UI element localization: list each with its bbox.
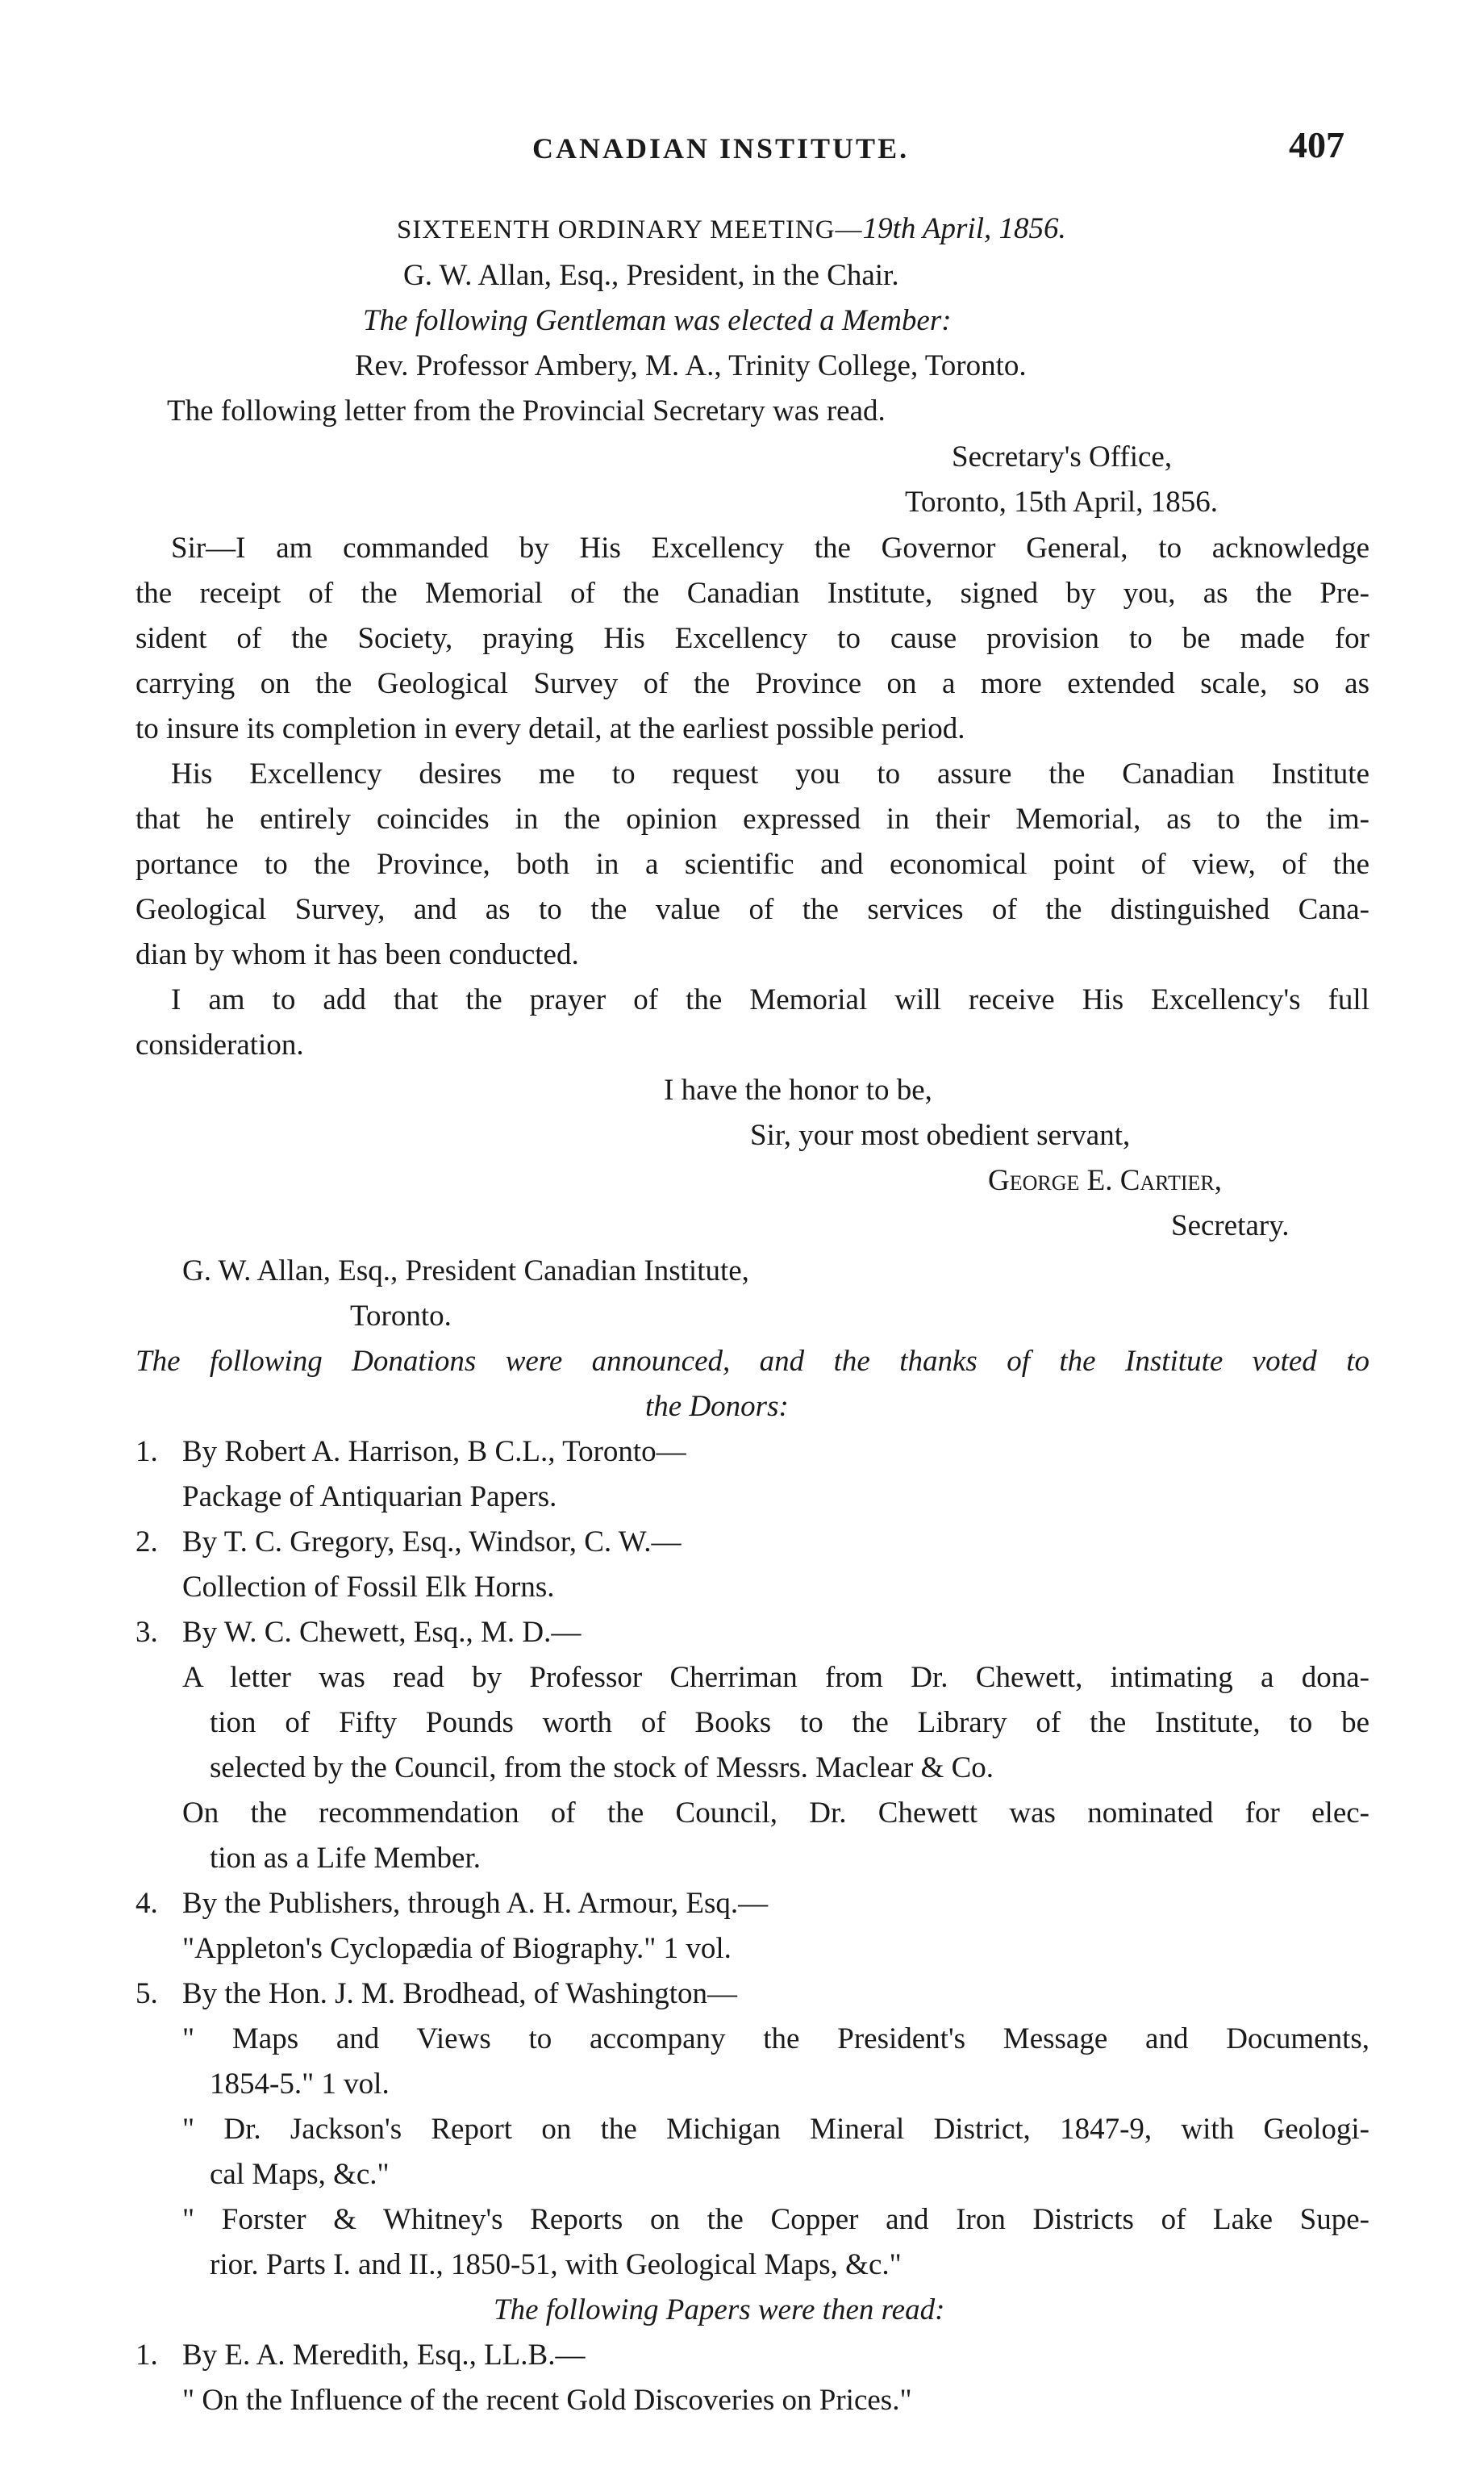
para1-line: carrying on the Geological Survey of the Province on a more extended scale, so as bbox=[135, 667, 1369, 700]
donation-line: By the Hon. J. M. Brodhead, of Washington— bbox=[182, 1977, 737, 2010]
paper-author: By E. A. Meredith, Esq., LL.B.— bbox=[182, 2339, 586, 2372]
meeting-date: 19th April, 1856. bbox=[862, 212, 1066, 245]
addressee-line: Toronto. bbox=[350, 1300, 452, 1333]
chair-line: G. W. Allan, Esq., President, in the Chair. bbox=[403, 259, 899, 292]
para2-line: portance to the Province, both in a scientific and economical point of view, of the bbox=[135, 848, 1369, 881]
donation-detail: tion of Fifty Pounds worth of Books to the Library of the Institute, to be bbox=[210, 1706, 1369, 1739]
running-title: CANADIAN INSTITUTE. bbox=[532, 132, 910, 165]
donations-heading: The following Donations were announced, and the thanks of the Institute voted to bbox=[135, 1345, 1369, 1378]
donation-line: By Robert A. Harrison, B C.L., Toronto— bbox=[182, 1435, 686, 1468]
closing-line: Sir, your most obedient servant, bbox=[750, 1119, 1131, 1152]
donation-detail: tion as a Life Member. bbox=[210, 1842, 481, 1875]
addressee-line: G. W. Allan, Esq., President Canadian Institute, bbox=[182, 1254, 749, 1287]
letter-intro: The following letter from the Provincial Secretary was read. bbox=[167, 394, 886, 428]
para3-line: I am to add that the prayer of the Memorial will receive His Excellency's full bbox=[171, 983, 1369, 1016]
letter-place-date: Toronto, 15th April, 1856. bbox=[905, 486, 1218, 519]
para2-line: that he entirely coincides in the opinion expressed in their Memorial, as to the im- bbox=[135, 803, 1369, 836]
meeting-title: SIXTEENTH ORDINARY MEETING— bbox=[397, 215, 863, 244]
donation-detail: Collection of Fossil Elk Horns. bbox=[182, 1571, 555, 1604]
donation-number: 2. bbox=[135, 1525, 158, 1558]
para2-line: His Excellency desires me to request you to assure the Canadian Institute bbox=[171, 757, 1369, 791]
donation-number: 4. bbox=[135, 1887, 158, 1920]
donation-detail: cal Maps, &c." bbox=[210, 2158, 390, 2191]
para3-line: consideration. bbox=[135, 1029, 304, 1062]
papers-heading: The following Papers were then read: bbox=[494, 2293, 945, 2326]
donation-detail: " Forster & Whitney's Reports on the Copper and Iron Districts of Lake Supe- bbox=[182, 2203, 1369, 2236]
donation-detail: Package of Antiquarian Papers. bbox=[182, 1480, 557, 1513]
para2-line: Geological Survey, and as to the value of the services of the distinguished Cana- bbox=[135, 893, 1369, 926]
closing-line: I have the honor to be, bbox=[664, 1074, 932, 1107]
paper-title: " On the Influence of the recent Gold Discoveries on Prices." bbox=[182, 2384, 912, 2417]
donation-detail: selected by the Council, from the stock of Messrs. Maclear & Co. bbox=[210, 1751, 994, 1784]
donation-detail: " Maps and Views to accompany the President's Message and Documents, bbox=[182, 2022, 1369, 2055]
meeting-heading bbox=[397, 211, 1066, 248]
para2-line: dian by whom it has been conducted. bbox=[135, 938, 579, 971]
new-member: Rev. Professor Ambery, M. A., Trinity College, Toronto. bbox=[355, 349, 1027, 382]
para1-line: the receipt of the Memorial of the Canadian Institute, signed by you, as the Pre- bbox=[135, 577, 1369, 610]
signature: George E. Cartier, bbox=[988, 1164, 1222, 1197]
para1-line: to insure its completion in every detail, at the earliest possible period. bbox=[135, 712, 965, 745]
donation-line: By W. C. Chewett, Esq., M. D.— bbox=[182, 1616, 582, 1649]
letter-office: Secretary's Office, bbox=[952, 440, 1173, 474]
donation-detail: A letter was read by Professor Cherriman from Dr. Chewett, intimating a dona- bbox=[182, 1661, 1369, 1694]
donation-detail: 1854-5." 1 vol. bbox=[210, 2068, 390, 2101]
donation-line: By the Publishers, through A. H. Armour, Esq.— bbox=[182, 1887, 769, 1920]
paper-number: 1. bbox=[135, 2339, 158, 2372]
donation-number: 3. bbox=[135, 1616, 158, 1649]
donations-heading: the Donors: bbox=[645, 1390, 789, 1423]
donation-number: 5. bbox=[135, 1977, 158, 2010]
para1-line: sident of the Society, praying His Excellency to cause provision to be made for bbox=[135, 622, 1369, 655]
donation-number: 1. bbox=[135, 1435, 158, 1468]
donation-detail: " Dr. Jackson's Report on the Michigan Mineral District, 1847-9, with Geologi- bbox=[182, 2113, 1369, 2146]
donation-detail: rior. Parts I. and II., 1850-51, with Geological Maps, &c." bbox=[210, 2248, 902, 2281]
elected-heading: The following Gentleman was elected a Member: bbox=[363, 304, 952, 337]
donation-line: By T. C. Gregory, Esq., Windsor, C. W.— bbox=[182, 1525, 682, 1558]
para1-line: Sir—I am commanded by His Excellency the Governor General, to acknowledge bbox=[171, 532, 1369, 565]
donation-detail: On the recommendation of the Council, Dr. Chewett was nominated for elec- bbox=[182, 1796, 1369, 1830]
signature-title: Secretary. bbox=[1171, 1209, 1290, 1242]
donation-detail: "Appleton's Cyclopædia of Biography." 1 vol. bbox=[182, 1932, 732, 1965]
page-number: 407 bbox=[1289, 124, 1344, 165]
